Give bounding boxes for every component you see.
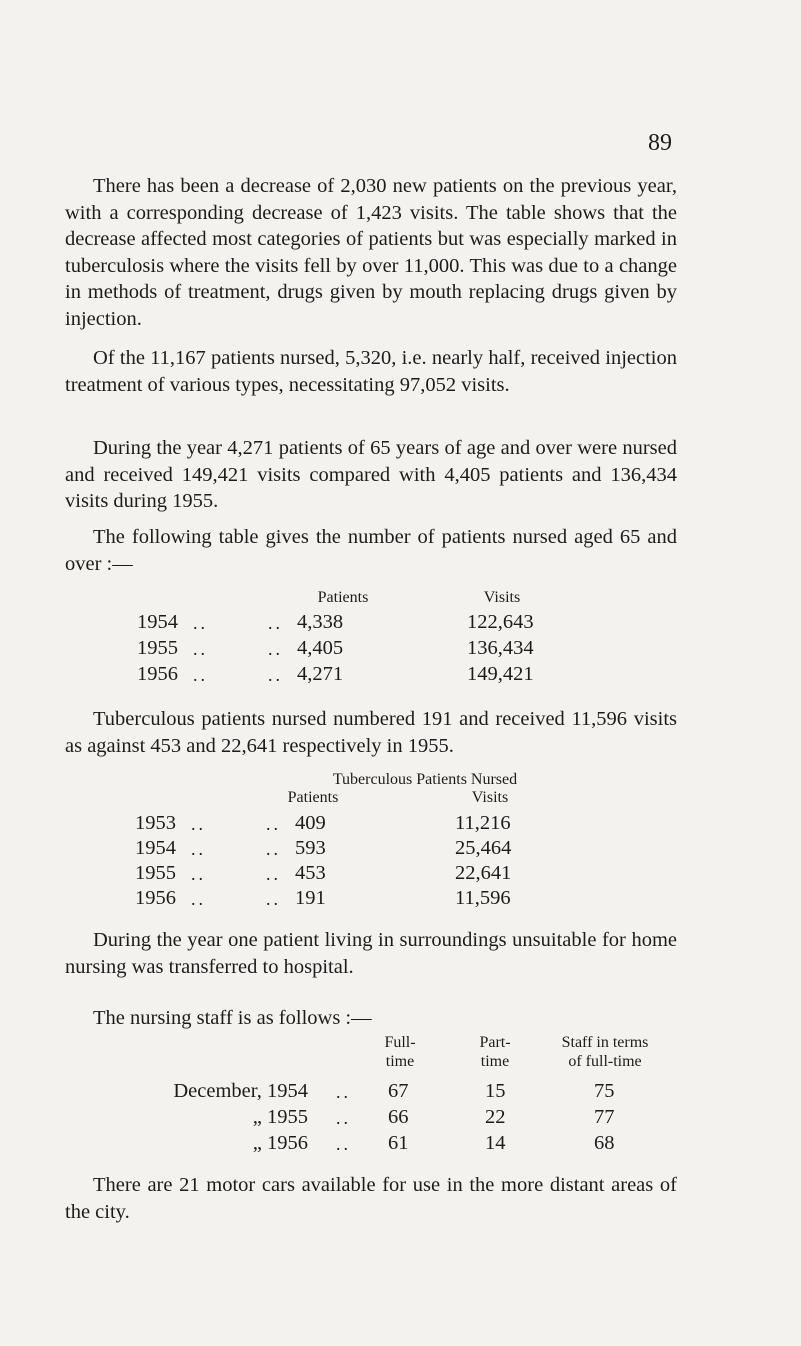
- row-visits: 11,216: [455, 812, 511, 834]
- row-year: 1953: [135, 812, 176, 834]
- row-patients: 453: [295, 862, 326, 884]
- row-visits: 25,464: [455, 837, 512, 859]
- row-staff-terms: 68: [594, 1132, 615, 1154]
- leader-dots: ..: [268, 665, 283, 685]
- paragraph-aged-patients: During the year 4,271 patients of 65 years of age and over were nursed and received 149,421 visits compared with 4,405 patients and 136,434 visits during 1955.: [65, 437, 677, 512]
- col-head-full-time: [370, 1033, 430, 1071]
- row-label: „ 1956: [252, 1132, 308, 1154]
- row-label: December, 1954: [173, 1080, 308, 1102]
- paragraph-tuberculous: Tuberculous patients nursed numbered 191 and received 11,596 visits as against 453 and 22,641 respectively in 1955.: [65, 708, 677, 757]
- col-head-staff-terms-line2: of full-time: [568, 1053, 642, 1070]
- row-patients: 4,405: [297, 637, 344, 659]
- row-full-time: 66: [388, 1106, 409, 1128]
- paragraph-motor-cars: There are 21 motor cars available for use in the more distant areas of the city.: [65, 1174, 677, 1223]
- row-part-time: 22: [485, 1106, 506, 1128]
- leader-dots: ..: [191, 814, 206, 834]
- leader-dots: ..: [266, 839, 281, 859]
- row-year: 1956: [137, 663, 178, 685]
- leader-dots: ..: [266, 814, 281, 834]
- row-patients: 191: [295, 887, 326, 909]
- paragraph-decrease: There has been a decrease of 2,030 new patients on the previous year, with a corresponding decrease of 1,423 visits. The table shows that the decrease affected most categories of patients but was especially marked in tuberculosis where the visits fell by over 11,000. This was due to a change in methods of treatment, drugs given by mouth replacing drugs given by injection.: [65, 175, 677, 330]
- row-visits: 11,596: [455, 887, 511, 909]
- leader-dots: ..: [336, 1082, 351, 1102]
- col-head-staff-terms: [540, 1033, 670, 1071]
- row-full-time: 67: [388, 1080, 409, 1102]
- row-year: 1955: [137, 637, 178, 659]
- col-head-patients: Patients: [317, 589, 369, 606]
- row-full-time: 61: [388, 1132, 409, 1154]
- row-label: „ 1955: [252, 1106, 308, 1128]
- leader-dots: ..: [268, 613, 283, 633]
- row-year: 1954: [137, 611, 178, 633]
- row-part-time: 15: [485, 1080, 506, 1102]
- row-visits: 136,434: [467, 637, 534, 659]
- col-head-patients: Patients: [287, 789, 339, 806]
- row-staff-terms: 75: [594, 1080, 615, 1102]
- leader-dots: ..: [191, 864, 206, 884]
- paragraph-injection: Of the 11,167 patients nursed, 5,320, i.e. nearly half, received injection treatment of various types, necessitating 97,052 visits.: [65, 347, 677, 396]
- page-number: 89: [648, 130, 672, 156]
- row-staff-terms: 77: [594, 1106, 615, 1128]
- row-visits: 149,421: [467, 663, 534, 685]
- row-patients: 4,338: [297, 611, 344, 633]
- row-patients: 593: [295, 837, 326, 859]
- row-patients: 409: [295, 812, 326, 834]
- leader-dots: ..: [193, 639, 208, 659]
- leader-dots: ..: [336, 1134, 351, 1154]
- leader-dots: ..: [266, 864, 281, 884]
- leader-dots: ..: [193, 665, 208, 685]
- leader-dots: ..: [268, 639, 283, 659]
- col-head-visits: Visits: [471, 789, 509, 806]
- row-year: 1955: [135, 862, 176, 884]
- row-year: 1954: [135, 837, 176, 859]
- col-head-visits: Visits: [483, 589, 521, 606]
- col-head-full-time-line2: time: [385, 1053, 415, 1070]
- col-head-part-time-line1: Part-: [479, 1034, 511, 1051]
- paragraph-staff-intro: The nursing staff is as follows :—: [93, 1007, 372, 1029]
- col-head-full-time-line1: Full-: [384, 1034, 416, 1051]
- leader-dots: ..: [336, 1108, 351, 1128]
- row-visits: 22,641: [455, 862, 512, 884]
- paragraph-hospital-transfer: During the year one patient living in surroundings unsuitable for home nursing was transferred to hospital.: [65, 929, 677, 978]
- paragraph-aged-table-intro: The following table gives the number of patients nursed aged 65 and over :—: [65, 526, 677, 575]
- leader-dots: ..: [266, 889, 281, 909]
- col-head-part-time: [465, 1033, 525, 1071]
- row-visits: 122,643: [467, 611, 534, 633]
- col-head-part-time-line2: time: [480, 1053, 510, 1070]
- row-part-time: 14: [485, 1132, 506, 1154]
- table-tb-title: Tuberculous Patients Nursed: [332, 771, 518, 788]
- row-year: 1956: [135, 887, 176, 909]
- row-patients: 4,271: [297, 663, 344, 685]
- leader-dots: ..: [191, 889, 206, 909]
- leader-dots: ..: [191, 839, 206, 859]
- leader-dots: ..: [193, 613, 208, 633]
- col-head-staff-terms-line1: Staff in terms: [561, 1034, 649, 1051]
